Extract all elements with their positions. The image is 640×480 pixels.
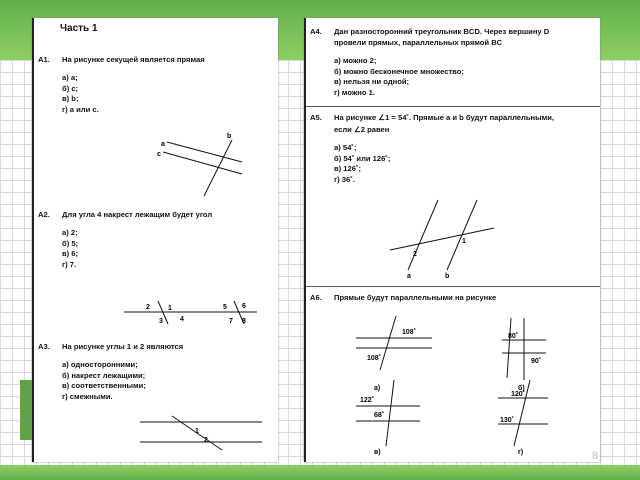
angle-label-6: 6 xyxy=(242,303,246,310)
question-text-a3: На рисунке углы 1 и 2 являются xyxy=(62,342,184,351)
left-page xyxy=(32,18,278,462)
question-number-a1: А1. xyxy=(38,55,50,64)
angle-label-7: 7 xyxy=(229,318,233,325)
question-text-a5-line1: На рисунке ∠1 = 54˚. Прямые a и b будут параллельными, xyxy=(334,113,554,122)
figure-caption: в) xyxy=(374,449,381,456)
angle-label-1: 1 xyxy=(462,238,466,245)
angle-value-2: 68˚ xyxy=(374,412,385,419)
question-text-a2: Для угла 4 накрест лежащим будет угол xyxy=(62,210,213,219)
option-a3-c: в) соответственными; xyxy=(62,381,146,390)
option-a1-c: в) b; xyxy=(62,94,79,103)
figure-caption: г) xyxy=(518,449,524,456)
figure-caption: а) xyxy=(374,385,381,392)
figure-a3 xyxy=(32,18,278,462)
label-a: a xyxy=(161,141,165,148)
label-c: c xyxy=(157,151,161,158)
question-number-a4: А4. xyxy=(310,27,322,36)
figure-a6-b xyxy=(502,318,546,392)
section-header: Часть 1 xyxy=(60,23,98,34)
angle-label-1: 1 xyxy=(168,305,172,312)
figure-a6 xyxy=(304,18,600,462)
option-a1-a: а) a; xyxy=(62,73,78,82)
option-a3-a: а) односторонними; xyxy=(62,360,138,369)
question-text-a4-line2: провели прямых, параллельных прямой BC xyxy=(334,38,503,47)
label-b: b xyxy=(445,273,450,280)
question-number-a2: А2. xyxy=(38,210,50,219)
angle-value-2: 108˚ xyxy=(367,355,382,362)
option-a2-b: б) 5; xyxy=(62,238,79,248)
label-b: b xyxy=(227,133,232,140)
option-a4-c: в) нельзя ни одной; xyxy=(334,77,410,86)
angle-label-2: 2 xyxy=(146,304,150,311)
option-a2-a: а) 2; xyxy=(62,228,78,237)
option-a4-b: б) можно бесконечное множество; xyxy=(334,66,464,76)
figure-a6-c xyxy=(356,380,420,456)
angle-label-2: 2 xyxy=(204,437,208,444)
option-a3-b: б) накрест лежащими; xyxy=(62,370,146,380)
option-a5-c: в) 126˚; xyxy=(334,164,362,173)
question-text-a6: Прямые будут параллельными на рисунке xyxy=(334,293,497,302)
option-a3-d: г) смежными. xyxy=(62,391,113,401)
question-number-a5: А5. xyxy=(310,113,322,122)
angle-label-8: 8 xyxy=(242,318,246,325)
angle-label-2: 2 xyxy=(413,251,417,258)
angle-value-1: 108˚ xyxy=(402,329,417,336)
option-a4-a: а) можно 2; xyxy=(334,56,377,65)
bottom-green-band xyxy=(0,465,640,480)
angle-value-2: 130˚ xyxy=(500,417,515,424)
right-page xyxy=(304,18,600,462)
angle-value-2: 90˚ xyxy=(531,358,542,365)
angle-label-1: 1 xyxy=(195,428,199,435)
question-text-a1: На рисунке секущей является прямая xyxy=(62,55,205,64)
figure-caption: б) xyxy=(518,385,525,392)
angle-label-5: 5 xyxy=(223,304,227,311)
angle-label-4: 4 xyxy=(180,316,184,323)
figure-a6-d xyxy=(498,380,548,456)
question-number-a3: А3. xyxy=(38,342,50,351)
option-a1-d: г) a или c. xyxy=(62,104,99,114)
option-a2-d: г) 7. xyxy=(62,259,77,269)
option-a4-d: г) можно 1. xyxy=(334,87,375,97)
option-a5-b: б) 54˚ или 126˚; xyxy=(334,153,391,163)
slide-number: 8 xyxy=(592,450,599,462)
angle-value-1: 122˚ xyxy=(360,397,375,404)
angle-value-1: 120˚ xyxy=(511,391,526,398)
label-a: a xyxy=(407,273,411,280)
question-text-a5-line2: если ∠2 равен xyxy=(334,125,390,134)
option-a5-d: г) 36˚. xyxy=(334,174,355,184)
option-a2-c: в) 6; xyxy=(62,249,79,258)
angle-label-3: 3 xyxy=(159,318,163,325)
option-a5-a: а) 54˚; xyxy=(334,143,357,152)
angle-value-1: 80˚ xyxy=(508,333,519,340)
question-text-a4-line1: Дан разносторонний треугольник BCD. Через вершину D xyxy=(334,27,550,36)
question-number-a6: А6. xyxy=(310,293,322,302)
option-a1-b: б) c; xyxy=(62,83,79,93)
